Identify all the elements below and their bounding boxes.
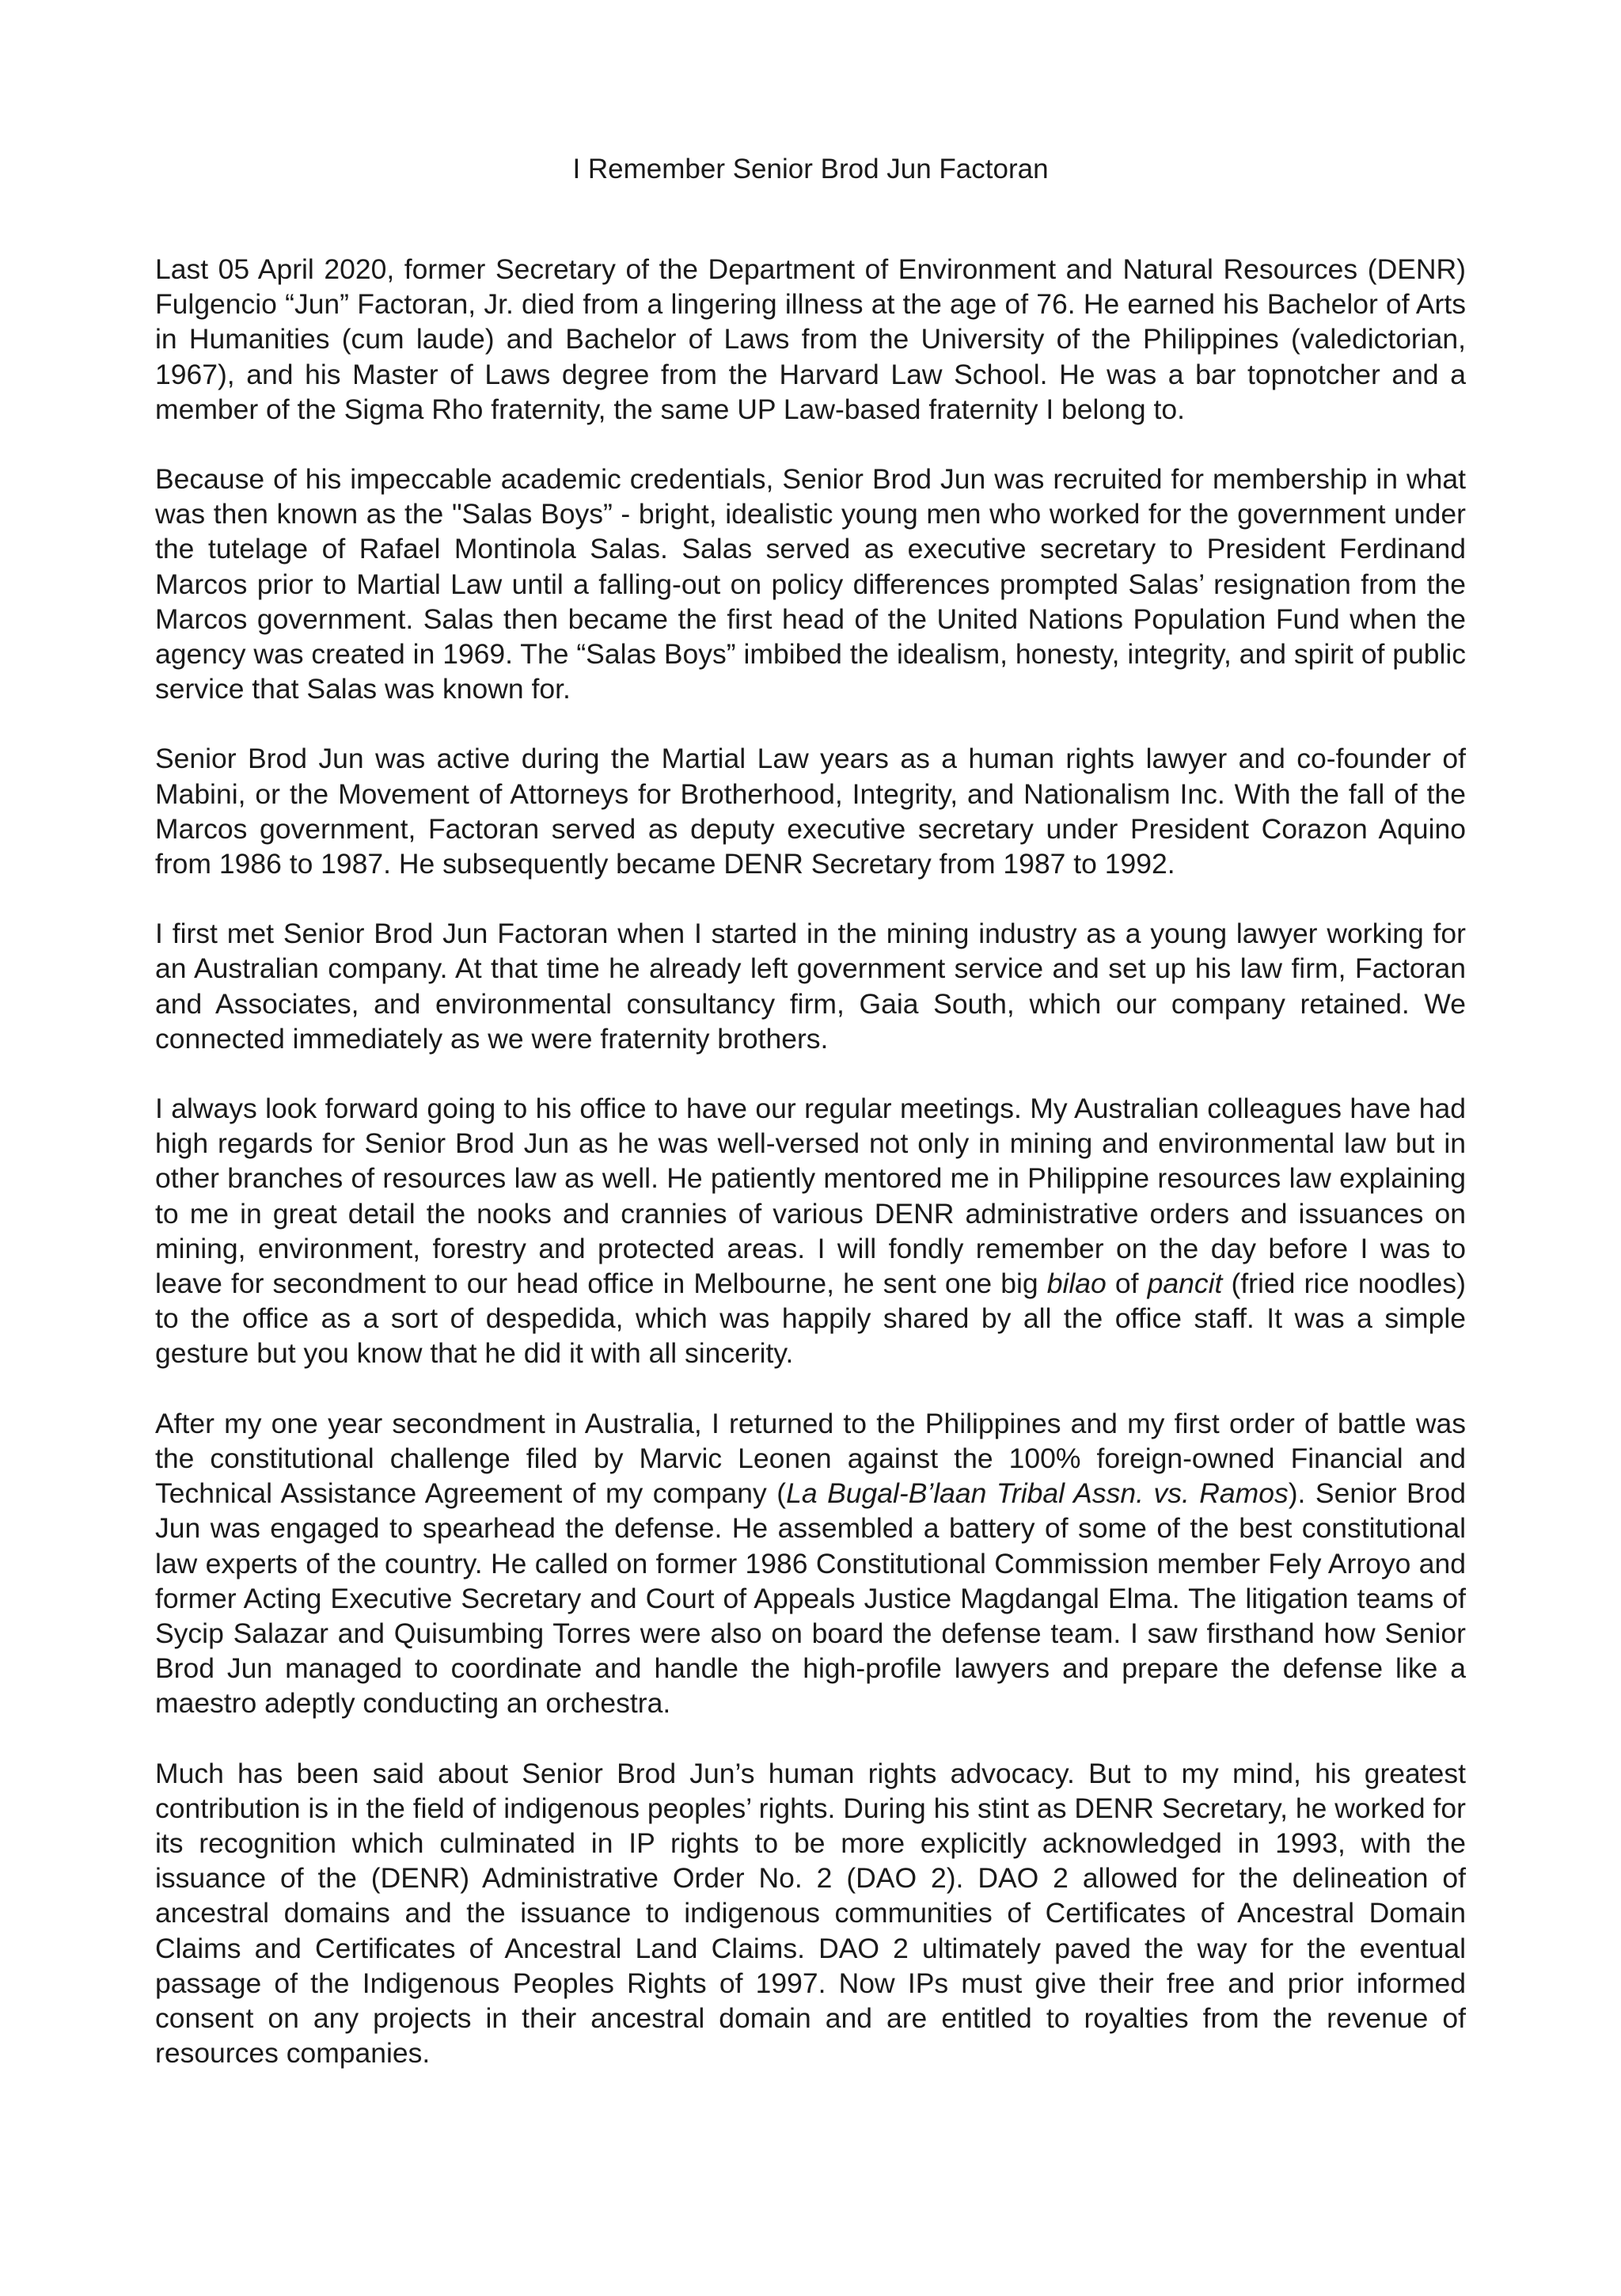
text-segment: Much has been said about Senior Brod Jun’s human rights advocacy. But to my mind, his greatest contribution is in the field of indigenous peoples’ rights. During his stint as DENR Secretary, he worked for its recognition which culminated in IP rights to be more explicitly acknowledged in 1993, with the issuance of the (DENR) Administrative Order No. 2 (DAO 2). DAO 2 allowed for the delineation of ancestral domains and the issuance to indigenous communities of Certificates of Ancestral Domain Claims and Certificates of Ancestral Land Claims. DAO 2 ultimately paved the way for the eventual passage of the Indigenous Peoples Rights of 1997. Now IPs must give their free and prior informed consent on any projects in their ancestral domain and are entitled to royalties from the revenue of resources companies.	[155, 1757, 1466, 2070]
text-segment: ). Senior Brod Jun was engaged to spearhead the defense. He assembled a battery of some of the best constitutional law experts of the country. He called on former 1986 Constitutional Commission member Fely Arroyo and former Acting Executive Secretary and Court of Appeals Justice Magdangal Elma. The litigation teams of Sycip Salazar and Quisumbing Torres were also on board the defense team. I saw firsthand how Senior Brod Jun managed to coordinate and handle the high-profile lawyers and prepare the defense like a maestro adeptly conducting an orchestra.	[155, 1477, 1466, 1720]
page-title: I Remember Senior Brod Jun Factoran	[572, 154, 1049, 184]
paragraph	[155, 462, 1466, 706]
paragraph	[155, 741, 1466, 881]
paragraph	[155, 916, 1466, 1056]
text-segment: Because of his impeccable academic credentials, Senior Brod Jun was recruited for membership in what was then known as the "Salas Boys” - bright, idealistic young men who worked for the government under the tutelage of Rafael Montinola Salas. Salas served as executive secretary to President Ferdinand Marcos prior to Martial Law until a falling-out on policy differences prompted Salas’ resignation from the Marcos government. Salas then became the first head of the United Nations Population Fund when the agency was created in 1969. The “Salas Boys” imbibed the idealism, honesty, integrity, and spirit of public service that Salas was known for.	[155, 463, 1466, 705]
text-segment: Senior Brod Jun was active during the Martial Law years as a human rights lawyer and co-founder of Mabini, or the Movement of Attorneys for Brotherhood, Integrity, and Nationalism Inc. With the fall of the Marcos government, Factoran served as deputy executive secretary under President Corazon Aquino from 1986 to 1987. He subsequently became DENR Secretary from 1987 to 1992.	[155, 743, 1466, 880]
case-citation: La Bugal-B’laan Tribal Assn. vs. Ramos	[786, 1477, 1289, 1510]
text-segment: (fried rice noodles) to the office as a sort of despedida, which was happily shared by all the office staff. It was a simple gesture but you know that he did it with all sincerity.	[155, 1268, 1466, 1370]
article-body	[155, 252, 1466, 2105]
paragraph	[155, 1406, 1466, 1721]
paragraph	[155, 1091, 1466, 1371]
italic-term: bilao	[1046, 1268, 1107, 1300]
text-segment: of	[1106, 1268, 1148, 1300]
paragraph	[155, 1756, 1466, 2071]
italic-term: pancit	[1147, 1268, 1223, 1300]
paragraph	[155, 252, 1466, 427]
text-segment: I first met Senior Brod Jun Factoran when I started in the mining industry as a young lawyer working for an Australian company. At that time he already left government service and set up his law firm, Factoran and Associates, and environmental consultancy firm, Gaia South, which our company retained. We connected immediately as we were fraternity brothers.	[155, 918, 1466, 1055]
text-segment: Last 05 April 2020, former Secretary of the Department of Environment and Natural Resources (DENR) Fulgencio “Jun” Factoran, Jr. died from a lingering illness at the age of 76. He earned his Bachelor of Arts in Humanities (cum laude) and Bachelor of Laws from the University of the Philippines (valedictorian, 1967), and his Master of Laws degree from the Harvard Law School. He was a bar topnotcher and a member of the Sigma Rho fraternity, the same UP Law-based fraternity I belong to.	[155, 253, 1466, 425]
text-segment: After my one year secondment in Australia, I returned to the Philippines and my first order of battle was the constitutional challenge filed by Marvic Leonen against the 100% foreign-owned Financial and Technical Assistance Agreement of my company (	[155, 1407, 1466, 1510]
text-segment: I always look forward going to his office to have our regular meetings. My Australian colleagues have had high regards for Senior Brod Jun as he was well-versed not only in mining and environmental law but in other branches of resources law as well. He patiently mentored me in Philippine resources law explaining to me in great detail the nooks and crannies of various DENR administrative orders and issuances on mining, environment, forestry and protected areas. I will fondly remember on the day before I was to leave for secondment to our head office in Melbourne, he sent one big	[155, 1093, 1466, 1300]
